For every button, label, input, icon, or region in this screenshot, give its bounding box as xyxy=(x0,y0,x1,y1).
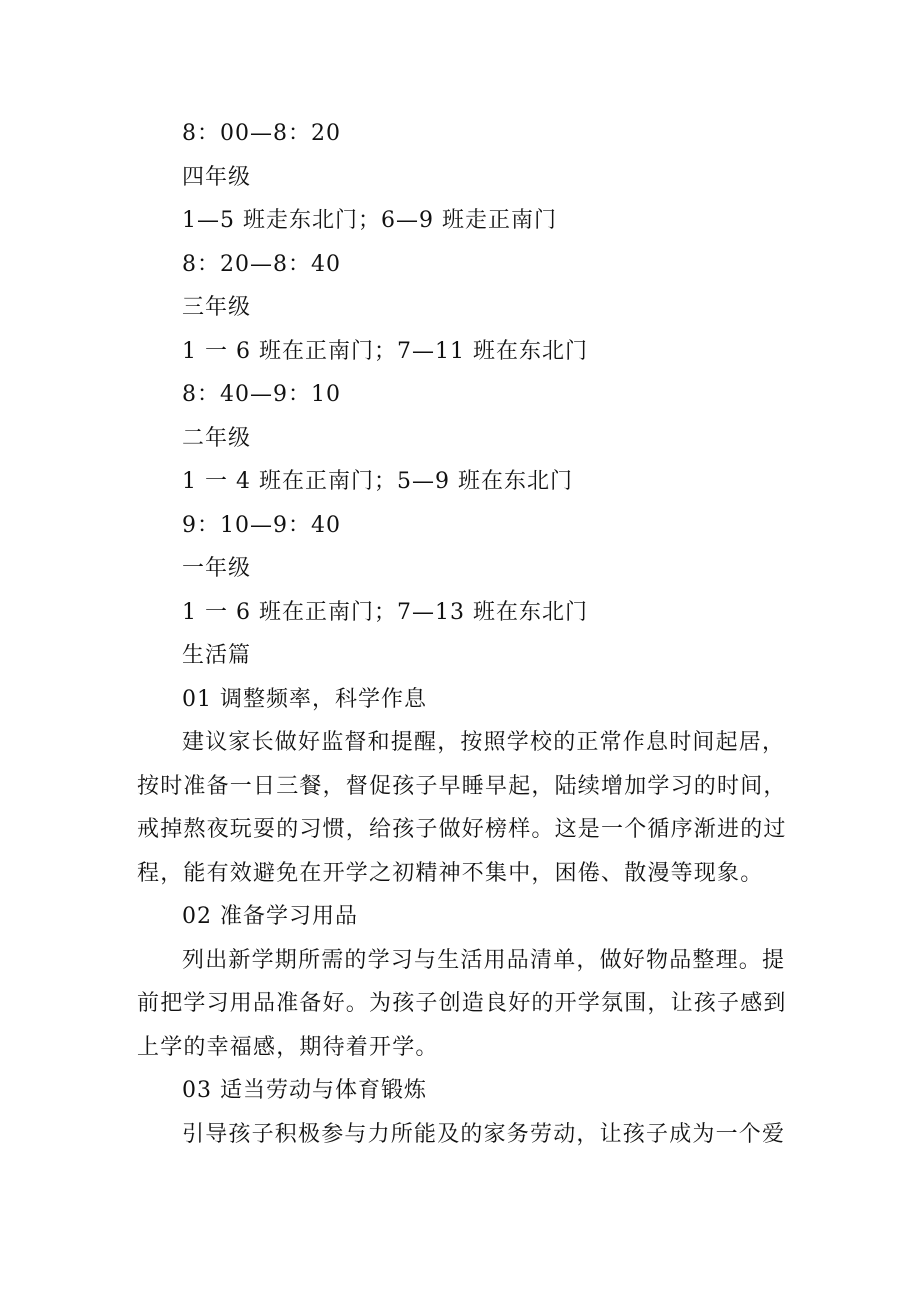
document-body xyxy=(137,112,792,1156)
time-slot: 8：40—9：10 xyxy=(182,382,341,407)
grade-label: 二年级 xyxy=(182,425,252,451)
gate-assignment: 1 一 4 班在正南门；5—9 班在东北门 xyxy=(182,469,573,494)
paragraph-supplies xyxy=(137,939,792,1070)
paragraph-line: 前把学习用品准备好。为孩子创造良好的开学氛围，让孩子感到 xyxy=(137,991,787,1016)
grade-label: 四年级 xyxy=(182,164,252,190)
subheading: 01 调整频率，科学作息 xyxy=(182,686,427,712)
grade-label: 一年级 xyxy=(182,556,252,581)
section-title: 生活篇 xyxy=(182,643,252,668)
paragraph-line: 上学的幸福感，期待着开学。 xyxy=(137,1034,439,1060)
subheading: 02 准备学习用品 xyxy=(182,904,358,929)
paragraph-line: 列出新学期所需的学习与生活用品清单，做好物品整理。提 xyxy=(182,947,786,973)
time-slot: 8：20—8：40 xyxy=(182,251,341,277)
gate-assignment: 1 一 6 班在正南门；7—11 班在东北门 xyxy=(182,338,588,364)
grade-label: 三年级 xyxy=(182,295,252,320)
paragraph-exercise xyxy=(137,1113,792,1157)
paragraph-line: 按时准备一日三餐，督促孩子早睡早起，陆续增加学习的时间， xyxy=(137,773,787,799)
paragraph-line: 引导孩子积极参与力所能及的家务劳动，让孩子成为一个爱 xyxy=(182,1121,786,1147)
paragraph-line: 程，能有效避免在开学之初精神不集中，困倦、散漫等现象。 xyxy=(137,860,764,886)
subheading: 03 适当劳动与体育锻炼 xyxy=(182,1078,427,1103)
paragraph-line: 建议家长做好监督和提醒，按照学校的正常作息时间起居， xyxy=(182,730,786,755)
gate-assignment: 1 一 6 班在正南门；7—13 班在东北门 xyxy=(182,599,588,625)
time-slot: 8：00—8：20 xyxy=(182,121,341,146)
gate-assignment: 1—5 班走东北门；6—9 班走正南门 xyxy=(182,208,557,233)
paragraph-line: 戒掉熬夜玩耍的习惯，给孩子做好榜样。这是一个循序渐进的过 xyxy=(137,817,787,842)
time-slot: 9：10—9：40 xyxy=(182,512,341,538)
paragraph-routine xyxy=(137,721,792,895)
